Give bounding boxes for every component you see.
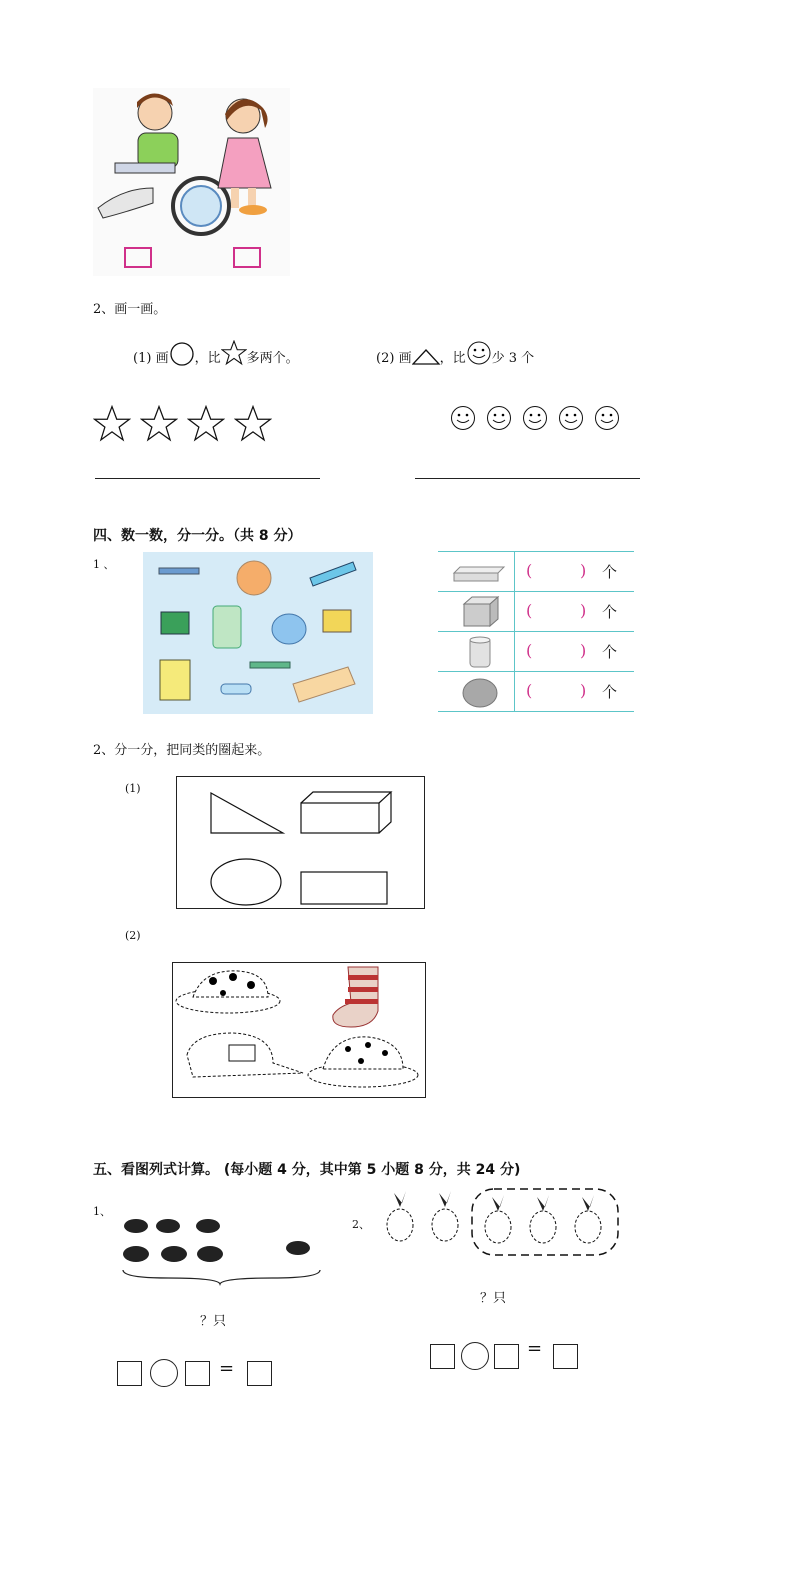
circle-icon [169, 342, 195, 366]
q2-verb: 画 [398, 351, 412, 366]
open-paren: ( [526, 601, 533, 620]
answer-box[interactable] [117, 1361, 142, 1386]
q1-question: ？只 [200, 1314, 227, 1329]
triangle-shape [211, 793, 283, 833]
operator-circle[interactable] [150, 1359, 178, 1387]
birds-group-image [380, 1183, 625, 1263]
smiley-row [450, 405, 620, 431]
hats-and-sock-image [173, 963, 425, 1097]
star-row [93, 405, 272, 443]
draw-question-2 [376, 340, 534, 366]
smiley-icon [450, 405, 476, 431]
q2-question: ？只 [480, 1291, 507, 1306]
section5-q2-label: 2、 [352, 1218, 370, 1231]
answer-line-2[interactable] [415, 478, 640, 479]
fish-group-image [118, 1212, 326, 1287]
answer-box[interactable] [247, 1361, 272, 1386]
shape-count-table [438, 551, 634, 712]
close-paren: ) [580, 641, 587, 660]
sub-question-1-label: (1) [125, 782, 141, 795]
section4-title: 四、数一数，分一分。（共 8 分） [93, 528, 302, 544]
star-icon [187, 405, 225, 443]
smiley-icon [522, 405, 548, 431]
brace [123, 1270, 320, 1284]
cap [187, 1033, 303, 1077]
spotted-hat-2 [308, 1037, 418, 1087]
ellipse-shape [211, 859, 281, 905]
shape-sort-box-2 [172, 962, 426, 1098]
section4-q2-title: 2、分一分，把同类的圈起来。 [93, 743, 271, 758]
smiley-icon [466, 340, 492, 366]
rectangle-shape [301, 872, 387, 904]
cylinder-icon [448, 635, 508, 669]
smiley-icon [594, 405, 620, 431]
kids-wheelchair-illustration [93, 88, 290, 276]
column-divider [514, 632, 515, 671]
operator-circle[interactable] [461, 1342, 489, 1370]
table-row [438, 671, 634, 712]
draw-section-title: 2、画一画。 [93, 302, 167, 317]
open-paren: ( [526, 641, 533, 660]
triangle-icon [412, 348, 440, 366]
table-row [438, 631, 634, 671]
q1-tail: 多两个。 [246, 351, 299, 366]
q1-mid: ，比 [194, 351, 221, 366]
answer-box[interactable] [430, 1344, 455, 1369]
flat-cuboid-icon [448, 555, 508, 587]
sub-question-2-label: (2) [125, 929, 141, 942]
shape-sort-box-1 [176, 776, 425, 909]
plane-and-solid-shapes [177, 777, 424, 908]
close-paren: ) [580, 601, 587, 620]
star-icon [93, 405, 131, 443]
star-icon [234, 405, 272, 443]
column-divider [514, 672, 515, 711]
star-icon [221, 340, 247, 366]
answer-box[interactable] [185, 1361, 210, 1386]
equals-sign: = [527, 1338, 543, 1359]
unit-label: 个 [602, 603, 618, 621]
smiley-icon [486, 405, 512, 431]
q1-label: (1) [133, 351, 152, 366]
table-row [438, 591, 634, 631]
spotted-hat-1 [176, 971, 280, 1013]
answer-box-right[interactable] [233, 247, 261, 268]
q2-tail: 少 3 个 [491, 351, 535, 366]
answer-box[interactable] [494, 1344, 519, 1369]
draw-question-1 [133, 340, 299, 366]
open-paren: ( [526, 681, 533, 700]
solid-shapes-image [143, 552, 373, 714]
q1-verb: 画 [155, 351, 169, 366]
section5-title: 五、看图列式计算。 (每小题 4 分，其中第 5 小题 8 分，共 24 分) [93, 1162, 521, 1178]
solids-picture [143, 552, 373, 714]
q2-mid: ，比 [439, 351, 466, 366]
sphere-icon [448, 675, 508, 709]
answer-line-1[interactable] [95, 478, 320, 479]
unit-label: 个 [602, 683, 618, 701]
section5-q1-label: 1、 [93, 1205, 111, 1218]
equals-sign: = [219, 1358, 235, 1379]
q2-label: (2) [376, 351, 395, 366]
unit-label: 个 [602, 563, 618, 581]
cuboid-shape [301, 792, 391, 833]
close-paren: ) [580, 561, 587, 580]
star-icon [140, 405, 178, 443]
cube-icon [448, 595, 508, 629]
birds-picture [380, 1183, 625, 1263]
column-divider [514, 592, 515, 631]
answer-box-left[interactable] [124, 247, 152, 268]
smiley-icon [558, 405, 584, 431]
unit-label: 个 [602, 643, 618, 661]
close-paren: ) [580, 681, 587, 700]
section4-q1-label: 1 、 [93, 558, 115, 571]
fish-picture [118, 1212, 326, 1287]
striped-sock [333, 967, 378, 1027]
table-row [438, 551, 634, 591]
open-paren: ( [526, 561, 533, 580]
answer-box[interactable] [553, 1344, 578, 1369]
column-divider [514, 552, 515, 591]
